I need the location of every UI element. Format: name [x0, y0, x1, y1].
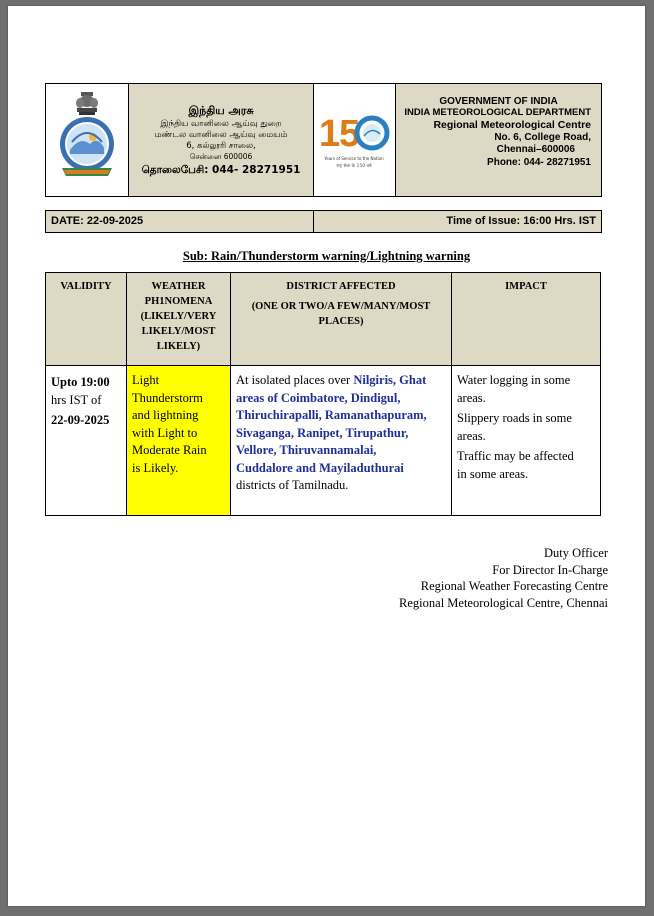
header-phenomena-line-1: WEATHER	[151, 281, 206, 292]
address-line-1: No. 6, College Road,	[494, 132, 591, 143]
district-list-start: Nilgiris, Ghat	[353, 373, 427, 387]
district-intro: At isolated places over	[236, 373, 354, 387]
letterhead	[45, 83, 602, 197]
signature-line-1: Duty Officer	[544, 546, 608, 560]
warning-table	[45, 272, 601, 516]
logo-tagline-hindi: राष्ट्र सेवा के 150 वर्ष	[336, 164, 372, 169]
impact-column	[452, 273, 600, 515]
impact-line-3b: in some areas.	[457, 466, 529, 481]
signature-line-2: For Director In-Charge	[492, 562, 608, 577]
impact-line-1a: Water logging in some	[457, 373, 571, 387]
impact-line-2a: Slippery roads in some	[457, 411, 572, 425]
validity-line-2: hrs IST of	[51, 392, 102, 407]
validity-line-3: 22-09-2025	[51, 413, 110, 427]
phenomena-line-2: Thunderstorm	[132, 390, 203, 405]
tamil-title: இந்திய அரசு	[188, 104, 254, 117]
imd-150-logo-icon	[314, 84, 395, 196]
header-phenomena-line-2: PH1NOMENA	[144, 296, 213, 307]
date-row-divider	[313, 211, 314, 232]
header-phenomena-line-5: LIKELY)	[156, 341, 201, 352]
tamil-address-cell	[129, 84, 314, 196]
header-district-title: DISTRICT AFFECTED	[286, 281, 396, 292]
logo-tagline: Years of Service to the Nation	[324, 156, 384, 161]
signature-line-4: Regional Meteorological Centre, Chennai	[399, 595, 608, 610]
phenomena-cell	[127, 366, 230, 515]
phenomena-line-1: Light	[132, 373, 160, 387]
impact-line-1b: areas.	[457, 390, 486, 405]
english-address-cell	[396, 84, 601, 196]
validity-column	[46, 273, 127, 515]
subject-line: Sub: Rain/Thunderstorm warning/Lightning warning	[182, 249, 471, 263]
logo-150-cell	[314, 84, 396, 196]
tamil-line-2: மண்டல வானிலை ஆய்வு மையம்	[154, 130, 288, 140]
tamil-phone: தொலைபேசி: 044- 28271951	[141, 164, 301, 176]
district-line-4: Sivaganga, Ranipet, Tirupathur,	[236, 425, 409, 440]
tamil-line-4: சென்னை 600006	[189, 152, 253, 161]
phenomena-line-5: Moderate Rain	[132, 443, 207, 457]
svg-text:1: 1	[319, 113, 341, 155]
date-row	[45, 210, 602, 233]
header-phenomena	[127, 279, 230, 354]
validity-line-1: Upto 19:00	[51, 375, 110, 389]
issue-date: DATE: 22-09-2025	[51, 215, 144, 227]
phenomena-line-6: is Likely.	[132, 460, 179, 475]
impact-cell	[452, 366, 600, 515]
header-district-sub-1: (ONE OR TWO/A FEW/MANY/MOST	[251, 301, 431, 312]
phenomena-line-4: with Light to	[132, 425, 198, 440]
tamil-line-1: இந்திய வானிலை ஆய்வு துறை	[160, 119, 282, 129]
district-line-2: areas of Coimbatore, Dindigul,	[236, 390, 401, 405]
phenomena-column	[127, 273, 231, 515]
validity-cell	[46, 370, 126, 515]
district-line-3: Thiruchirapalli, Ramanathapuram,	[236, 408, 427, 422]
district-column	[231, 273, 452, 515]
emblem-cell	[46, 84, 129, 196]
document-page	[8, 6, 645, 906]
district-cell	[231, 366, 451, 515]
govt-of-india: GOVERNMENT OF INDIA	[439, 96, 558, 107]
district-line-7: districts of Tamilnadu.	[236, 478, 349, 492]
header-phenomena-line-4: LIKELY/MOST	[141, 326, 216, 337]
district-line-5: Vellore, Thiruvannamalai,	[236, 443, 377, 457]
header-district-sub-2: PLACES)	[318, 316, 364, 327]
svg-text:5: 5	[339, 113, 361, 155]
district-line-1	[236, 372, 451, 390]
header-validity: VALIDITY	[60, 281, 112, 292]
phenomena-line-3: and lightning	[132, 408, 199, 422]
header-phenomena-line-3: (LIKELY/VERY	[140, 311, 217, 322]
signature-block	[399, 545, 608, 611]
tamil-line-3: 6, கல்லூரி சாலை,	[186, 141, 256, 151]
rmc-name: Regional Meteorological Centre	[433, 119, 591, 131]
district-line-6: Cuddalore and Mayiladuthurai	[236, 460, 404, 475]
header-impact: IMPACT	[505, 281, 547, 292]
english-phone: Phone: 044- 28271951	[487, 157, 591, 168]
imd-name: INDIA METEOROLOGICAL DEPARTMENT	[404, 107, 591, 118]
signature-line-3: Regional Weather Forecasting Centre	[420, 579, 608, 593]
impact-line-2b: areas.	[457, 428, 486, 443]
impact-line-3a: Traffic may be affected	[457, 449, 574, 463]
time-of-issue: Time of Issue: 16:00 Hrs. IST	[446, 215, 596, 227]
header-district	[231, 279, 451, 329]
address-line-2: Chennai–600006	[496, 144, 575, 155]
imd-emblem-icon	[46, 84, 128, 196]
